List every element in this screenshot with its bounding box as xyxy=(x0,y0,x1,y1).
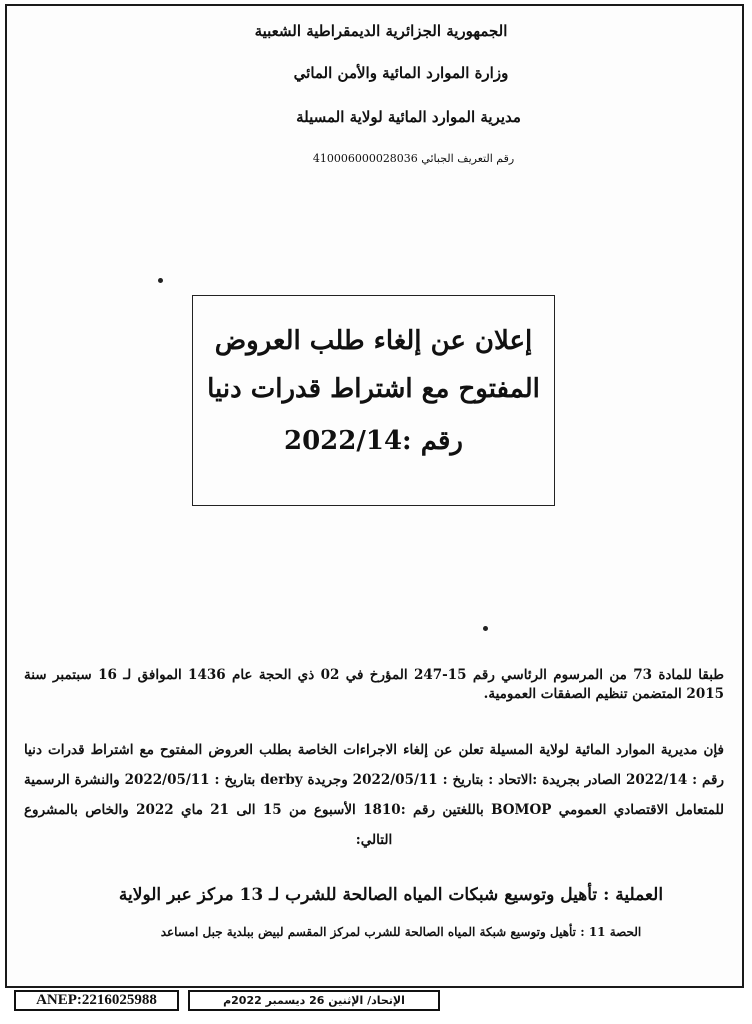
title-line-3: رقم :2022/14 xyxy=(284,426,463,456)
lot-line: الحصة 11 : تأهيل وتوسيع شبكة المياه الصالحة للشرب لمركز المقسم لبيض ببلدية جبل امساعد xyxy=(160,925,642,939)
header-directorate: مديرية الموارد المائية لولاية المسيلة xyxy=(296,108,521,126)
title-line-2: المفتوح مع اشتراط قدرات دنيا xyxy=(207,374,540,404)
body-paragraph-1: طبقا للمادة 73 من المرسوم الرئاسي رقم 15-247 المؤرخ في 02 ذي الحجة عام 1436 الموافق لـ 16 سبتمبر سنة 2015 المتضمن تنظيم الصفقات العمومية. xyxy=(24,667,725,702)
publication-source: الإتحاد/ الإثنين 26 ديسمبر 2022م xyxy=(188,990,440,1011)
title-line-1: إعلان عن إلغاء طلب العروض xyxy=(214,326,533,356)
anep-reference: ANEP:2216025988 xyxy=(14,990,179,1011)
header-tax-id: رقم التعريف الجبائي 410006000028036 xyxy=(312,152,515,165)
operation-line: العملية : تأهيل وتوسيع شبكات المياه الصالحة للشرب لـ 13 مركز عبر الولاية xyxy=(118,885,664,905)
header-ministry: وزارة الموارد المائية والأمن المائي xyxy=(293,64,509,82)
title-box xyxy=(192,295,555,506)
speck-mark xyxy=(483,626,488,631)
speck-mark xyxy=(158,278,163,283)
body-paragraph-2: فإن مديرية الموارد المائية لولاية المسيلة تعلن عن إلغاء الاجراءات الخاصة بطلب العروض المفتوح مع اشتراط قدرات دنيا رقم : 2022/14 الصادر بجريدة :الاتحاد : بتاريخ : 2022/05/11 وجريدة derby بتاريخ : 2022/05/11 والنشرة الرسمية للمتعامل الاقتصادي العمومي BOMOP باللغتين رقم :1810 الأسبوع من 15 الى 21 ماي 2022 والخاص بالمشروع التالي: xyxy=(24,742,724,848)
header-republic: الجمهورية الجزائرية الديمقراطية الشعبية xyxy=(254,22,508,40)
